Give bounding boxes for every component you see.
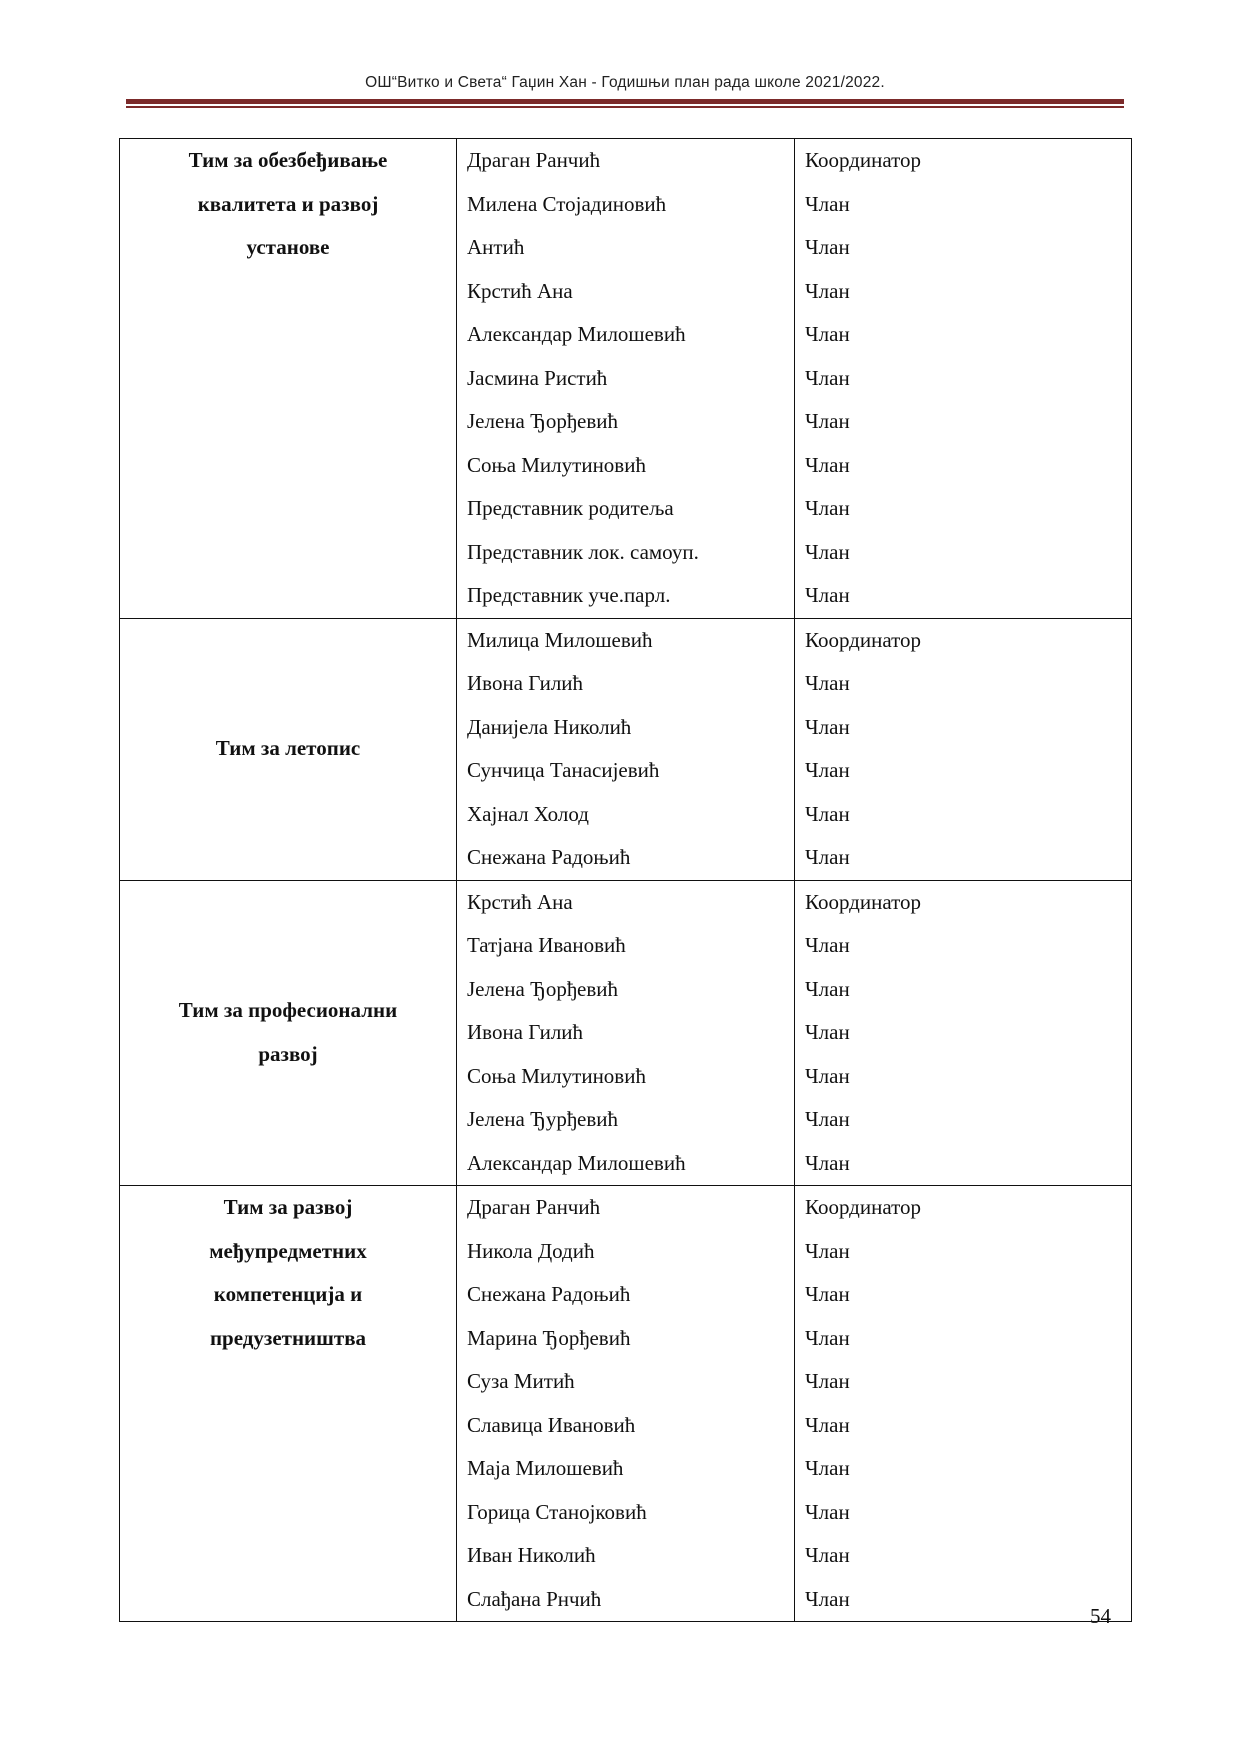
member-role: Члан: [805, 583, 850, 607]
member-name: Представник уче.парл.: [467, 583, 671, 607]
team-name: [120, 139, 456, 618]
member-role: Координатор: [805, 889, 922, 914]
member-name: Славица Ивановић: [467, 1412, 636, 1437]
member-name: Слађана Рнчић: [467, 1586, 602, 1611]
member-role: Члан: [805, 1107, 850, 1131]
member-name: Татјана Ивановић: [467, 933, 626, 957]
member-name: Ивона Гилић: [467, 1020, 584, 1044]
member-role: Члан: [805, 1150, 850, 1175]
member-roles-cell: [795, 880, 1132, 1186]
member-role: Члан: [805, 539, 850, 564]
member-role: Члан: [805, 671, 850, 695]
member-role: Члан: [805, 1456, 850, 1480]
member-roles-cell: [795, 139, 1132, 619]
member-roles-cell: [795, 618, 1132, 880]
member-role: Члан: [805, 496, 850, 520]
member-name: Представник родитеља: [467, 496, 674, 520]
member-role: Координатор: [805, 148, 922, 172]
member-role: Члан: [805, 801, 850, 826]
team-name-line: Тим за обезбеђивање: [188, 148, 388, 172]
member-role: Члан: [805, 1020, 850, 1044]
member-name: Горица Станојковић: [467, 1499, 647, 1524]
member-name: Јелена Ђорђевић: [467, 976, 619, 1001]
team-row: [120, 1186, 1132, 1622]
member-role: Члан: [805, 1282, 850, 1306]
member-name: Представник лок. самоуп.: [467, 539, 699, 564]
team-name-line: установе: [246, 235, 330, 259]
member-name: Александар Милошевић: [467, 1150, 686, 1175]
member-role: Члан: [805, 452, 850, 477]
member-role: Члан: [805, 758, 850, 782]
member-role: Члан: [805, 1543, 850, 1567]
member-names-cell: [457, 1186, 795, 1622]
member-role: Члан: [805, 409, 850, 433]
member-role: Члан: [805, 235, 850, 259]
member-role: Члан: [805, 933, 850, 957]
member-role: Члан: [805, 1586, 850, 1611]
team-name-line: међупредметних: [209, 1238, 367, 1263]
member-role: Члан: [805, 191, 850, 216]
team-name-cell: [120, 139, 457, 619]
team-name-cell: [120, 1186, 457, 1622]
team-row: [120, 880, 1132, 1186]
team-name-line: развој: [258, 1041, 318, 1066]
member-name: Маја Милошевић: [467, 1456, 624, 1480]
member-name: Соња Милутиновић: [467, 1063, 646, 1088]
member-name: Драган Ранчић: [467, 1195, 601, 1219]
team-name-line: предузетништва: [209, 1325, 367, 1350]
member-name: Јасмина Ристић: [467, 365, 608, 390]
team-row: [120, 139, 1132, 619]
member-name: Крстић Ана: [467, 889, 573, 914]
page-number: 54: [1090, 1604, 1111, 1628]
member-role: Координатор: [805, 1195, 922, 1219]
member-role: Члан: [805, 976, 850, 1001]
member-names-cell: [457, 139, 795, 619]
team-name-line: компетенција и: [213, 1282, 363, 1306]
member-role: Члан: [805, 1063, 850, 1088]
team-name: [120, 1186, 456, 1621]
member-name: Иван Николић: [467, 1543, 596, 1567]
member-name: Драган Ранчић: [467, 148, 601, 172]
member-role: Члан: [805, 1325, 850, 1350]
member-role: Члан: [805, 1369, 850, 1393]
member-name: Крстић Ана: [467, 278, 573, 303]
team-name: [120, 881, 456, 1186]
team-row: [120, 618, 1132, 880]
member-role: Координатор: [805, 627, 922, 652]
member-name: Антић: [467, 235, 525, 259]
member-role: Члан: [805, 322, 850, 346]
member-name: Јелена Ђорђевић: [467, 409, 619, 433]
member-role: Члан: [805, 365, 850, 390]
member-name: Јелена Ђурђевић: [467, 1107, 619, 1131]
teams-table: [119, 138, 1132, 1622]
team-name-cell: [120, 880, 457, 1186]
header-rule-thick: [126, 99, 1124, 104]
team-name-line: квалитета и развој: [197, 191, 379, 216]
member-roles-cell: [795, 1186, 1132, 1622]
member-role: Члан: [805, 1499, 850, 1524]
member-role: Члан: [805, 278, 850, 303]
team-name: [120, 619, 456, 880]
member-name: Данијела Николић: [467, 714, 632, 739]
member-name: Снежана Радоњић: [467, 845, 631, 869]
team-name-cell: [120, 618, 457, 880]
member-name: Милена Стојадиновић: [467, 191, 667, 216]
member-name: Снежана Радоњић: [467, 1282, 631, 1306]
team-name-line: Тим за професионални: [178, 998, 398, 1023]
member-names-cell: [457, 618, 795, 880]
member-name: Никола Додић: [467, 1238, 595, 1263]
member-name: Ивона Гилић: [467, 671, 584, 695]
member-name: Суза Митић: [467, 1369, 575, 1393]
page-header: ОШ“Витко и Света“ Гаџин Хан - Годишњи план рада школе 2021/2022.: [365, 74, 885, 91]
member-name: Марина Ђорђевић: [467, 1325, 631, 1350]
header-rule-thin: [126, 106, 1124, 108]
member-name: Соња Милутиновић: [467, 452, 646, 477]
member-name: Сунчица Танасијевић: [467, 758, 660, 782]
member-role: Члан: [805, 1412, 850, 1437]
member-role: Члан: [805, 1238, 850, 1263]
team-name-line: Тим за летопис: [215, 736, 361, 761]
member-role: Члан: [805, 714, 850, 739]
member-names-cell: [457, 880, 795, 1186]
member-name: Александар Милошевић: [467, 322, 686, 346]
member-role: Члан: [805, 845, 850, 869]
team-name-line: Тим за развој: [223, 1195, 353, 1219]
member-name: Милица Милошевић: [467, 627, 653, 652]
member-name: Хајнал Холод: [467, 801, 589, 826]
